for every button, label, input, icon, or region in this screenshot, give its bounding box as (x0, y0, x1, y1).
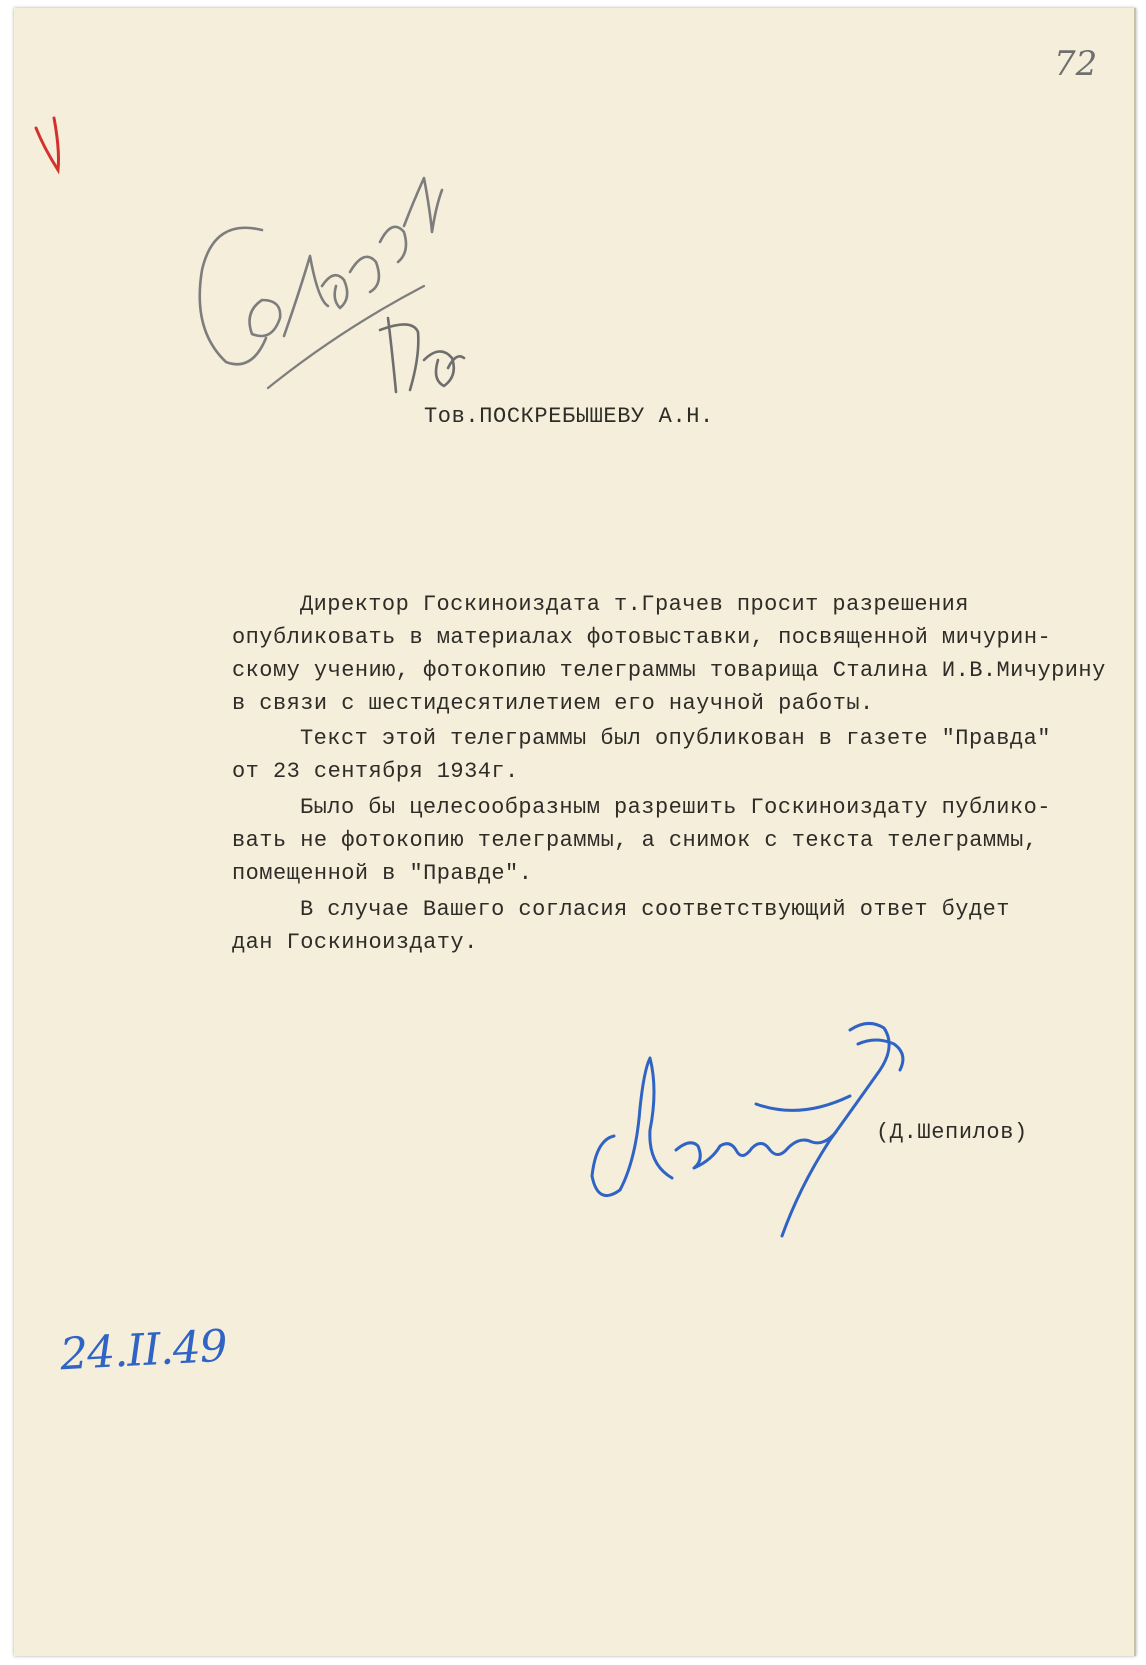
signer-name: (Д.Шепилов) (876, 1120, 1028, 1145)
addressee: Тов.ПОСКРЕБЫШЕВУ А.Н. (424, 404, 714, 429)
paragraph-2-line-1: Текст этой телеграммы был опубликован в газете "Правда" (300, 726, 1051, 751)
paragraph-1-line-2: опубликовать в материалах фотовыставки, посвященной мичурин- (232, 625, 1052, 650)
paragraph-4-line-2: дан Госкиноиздату. (232, 930, 478, 955)
paragraph-1-line-1: Директор Госкиноиздата т.Грачев просит разрешения (300, 592, 969, 617)
page-number: 72 (1054, 44, 1098, 84)
paragraph-4-line-1: В случае Вашего согласия соответствующий ответ будет (300, 897, 1010, 922)
paragraph-3-line-1: Было бы целесообразным разрешить Госкиноиздату публико- (300, 795, 1051, 820)
initials-text (0, 0, 1, 1)
paragraph-2-line-2: от 23 сентября 1934г. (232, 759, 519, 784)
paragraph-1-line-3: скому учению, фотокопию телеграммы товарища Сталина И.В.Мичурину (232, 658, 1106, 683)
paragraph-1-line-4: в связи с шестидесятилетием его научной работы. (232, 691, 874, 716)
paragraph-3-line-3: помещенной в "Правде". (232, 861, 533, 886)
resolution-text (0, 0, 1, 1)
handwritten-date: 24.II.49 (58, 1320, 228, 1381)
paragraph-3-line-2: вать не фотокопию телеграммы, а снимок с текста телеграммы, (232, 828, 1038, 853)
